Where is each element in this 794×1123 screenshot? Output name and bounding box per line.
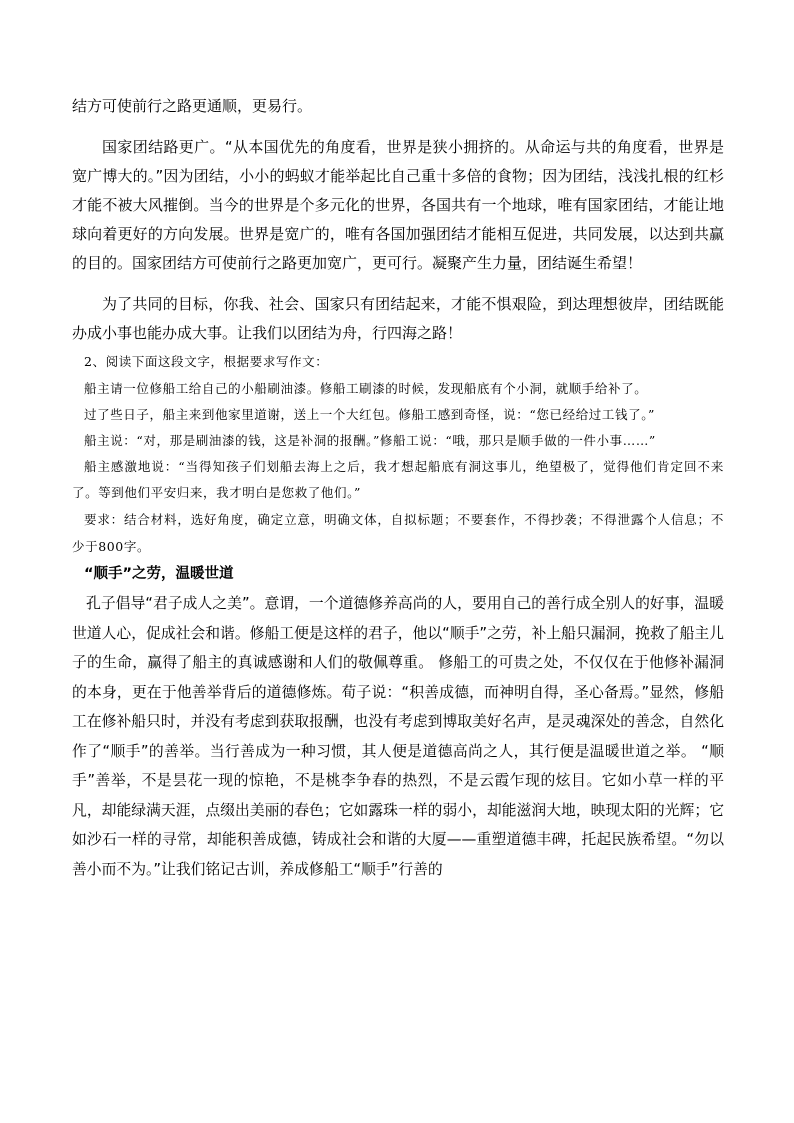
material-paragraph-4: 船主感激地说：“当得知孩子们划船去海上之后，我才想起船底有洞这事儿，绝望极了，觉得他们肯定回不来了。等到他们平安归来，我才明白是您救了他们。” — [72, 459, 724, 500]
material-paragraph-3: 船主说：“对，那是刷油漆的钱，这是补洞的报酬。”修船工说：“哦，那只是顺手做的一件小事……” — [84, 433, 656, 448]
essay-title: “顺手”之劳，温暖世道 — [84, 566, 234, 582]
question-heading: 2、阅读下面这段文字，根据要求写作文： — [84, 354, 329, 369]
document-page — [72, 92, 724, 884]
paragraph-conclusion: 为了共同的目标，你我、社会、国家只有团结起来，才能不惧艰险，到达理想彼岸，团结既能办成小事也能办成大事。让我们以团结为舟，行四海之路！ — [72, 295, 724, 342]
paragraph-previous-tail: 结方可使前行之路更通顺，更易行。 — [72, 97, 313, 115]
essay-body: 孔子倡导“君子成人之美”。意谓，一个道德修养高尚的人，要用自己的善行成全别人的好事，温暖世道人心，促成社会和谐。修船工便是这样的君子，他以“顺手”之劳，补上船只漏洞，挽救了船主儿子的生命，赢得了船主的真诚感谢和人们的敬佩尊重。 修船工的可贵之处，不仅仅在于他修补漏洞的本身，更在于他善举背后的道德修炼。荀子说：“积善成德，而神明自得，圣心备焉。”显然，修船工在修补船只时，并没有考虑到获取报酬，也没有考虑到博取美好名声，是灵魂深处的善念，自然化作了“顺手”的善举。当行善成为一种习惯，其人便是道德高尚之人，其行便是温暖世道之举。 “顺手”善举，不是昙花一现的惊艳，不是桃李争春的热烈，不是云霞乍现的炫目。它如小草一样的平凡，却能绿满天涯，点缀出美丽的春色；它如露珠一样的弱小，却能滋润大地，映现太阳的光辉；它如沙石一样的寻常，却能积善成德，铸成社会和谐的大厦——重塑道德丰碑，托起民族希望。“勿以善小而不为。”让我们铭记古训，养成修船工“顺手”行善的 — [72, 595, 724, 878]
material-paragraph-2: 过了些日子，船主来到他家里道谢，送上一个大红包。修船工感到奇怪，说：“您已经给过工钱了。” — [84, 407, 656, 422]
material-paragraph-1: 船主请一位修船工给自己的小船刷油漆。修船工刷漆的时候，发现船底有个小洞，就顺手给补了。 — [84, 381, 648, 396]
paragraph-country-unity: 国家团结路更广。“从本国优先的角度看，世界是狭小拥挤的。从命运与共的角度看，世界是宽广博大的。”因为团结，小小的蚂蚁才能举起比自己重十多倍的食物；因为团结，浅浅扎根的红杉才能不被大风摧倒。当今的世界是个多元化的世界，各国共有一个地球，唯有国家团结，才能让地球向着更好的方向发展。世界是宽广的，唯有各国加强团结才能相互促进，共同发展，以达到共赢的目的。国家团结方可使前行之路更加宽广，更可行。凝聚产生力量，团结诞生希望！ — [72, 138, 724, 272]
requirements-paragraph: 要求：结合材料，选好角度，确定立意，明确文体，自拟标题；不要套作，不得抄袭；不得泄露个人信息；不少于800字。 — [72, 512, 724, 554]
